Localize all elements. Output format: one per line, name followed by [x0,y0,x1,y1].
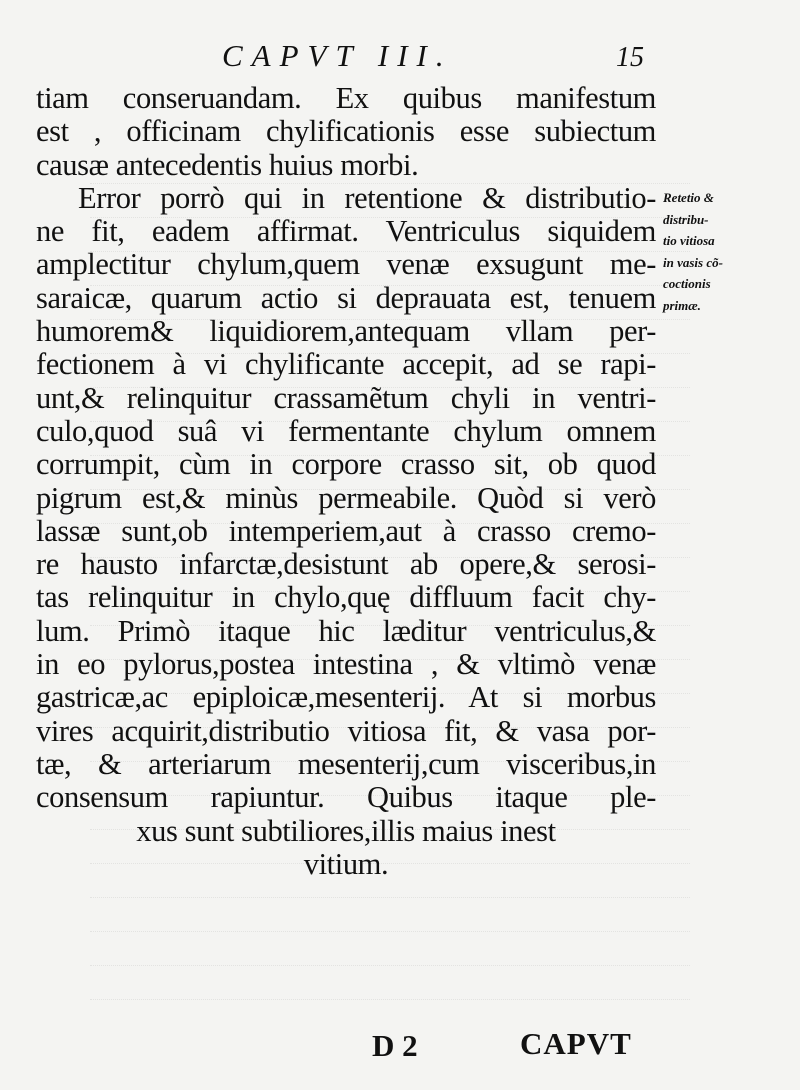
text-line: consensum rapiuntur. Quibus itaque ple- [36,780,656,815]
text-line: vires acquirit,distributio vitiosa fit, & vasa por- [36,713,656,748]
page-number: 15 [616,42,644,73]
marginal-line: coctionis [663,276,711,291]
text-line: saraicæ, quarum actio si deprauata est, tenuem [36,280,656,315]
text-line: amplectitur chylum,quem venæ exsugunt me- [36,247,656,282]
signature-mark: D 2 [372,1028,418,1063]
text-line: tæ, & arteriarum mesenterij,cum visceribus,in [36,746,656,781]
text-line: xus sunt subtiliores,illis maius inest [136,813,556,848]
text-line: est , officinam chylificationis esse subiectum [36,114,656,149]
text-line: causæ antecedentis huius morbi. [36,147,419,182]
text-line: in eo pylorus,postea intestina , & vltimò venæ [36,647,656,682]
marginal-line: primæ. [663,297,701,313]
marginal-line: distribu- [663,211,709,227]
text-line: culo,quod suâ vi fermentante chylum omnem [36,413,656,448]
marginal-line: tio vitiosa [663,233,715,248]
page-header [0,30,800,80]
text-line: lassæ sunt,ob intemperiem,aut à crasso cremo- [36,513,656,548]
text-line: humorem& liquidiorem,antequam vllam per- [36,314,656,349]
text-line: Error porrò qui in retentione & distributio- [78,180,656,215]
text-line: tas relinquitur in chylo,quę diffluum facit chy- [36,580,656,615]
text-line: tiam conseruandam. Ex quibus manifestum [36,81,656,115]
text-line: pigrum est,& minùs permeabile. Quòd si verò [36,480,656,515]
text-line: vitium. [303,846,389,881]
text-line: gastricæ,ac epiploicæ,mesenterij. At si morbus [36,680,656,715]
text-line: lum. Primò itaque hic læditur ventriculus,& [36,613,656,648]
text-line: re hausto infarctæ,desistunt ab opere,& serosi- [36,547,656,582]
marginal-note [663,187,773,316]
marginal-line: in vasis cõ- [663,254,723,270]
catchword: CAPVT [520,1026,632,1061]
running-head: CAPVT III. [222,38,453,73]
text-line: corrumpit, cùm in corpore crasso sit, ob quod [36,447,656,482]
text-line: fectionem à vi chylificante accepit, ad se rapi- [36,347,656,382]
text-line: unt,& relinquitur crassamẽtum chyli in ventri- [36,380,656,415]
page-footer [0,1020,800,1070]
body-text [36,82,656,881]
text-line: ne fit, eadem affirmat. Ventriculus siquidem [36,214,656,249]
marginal-line: Retetio & [663,190,714,205]
